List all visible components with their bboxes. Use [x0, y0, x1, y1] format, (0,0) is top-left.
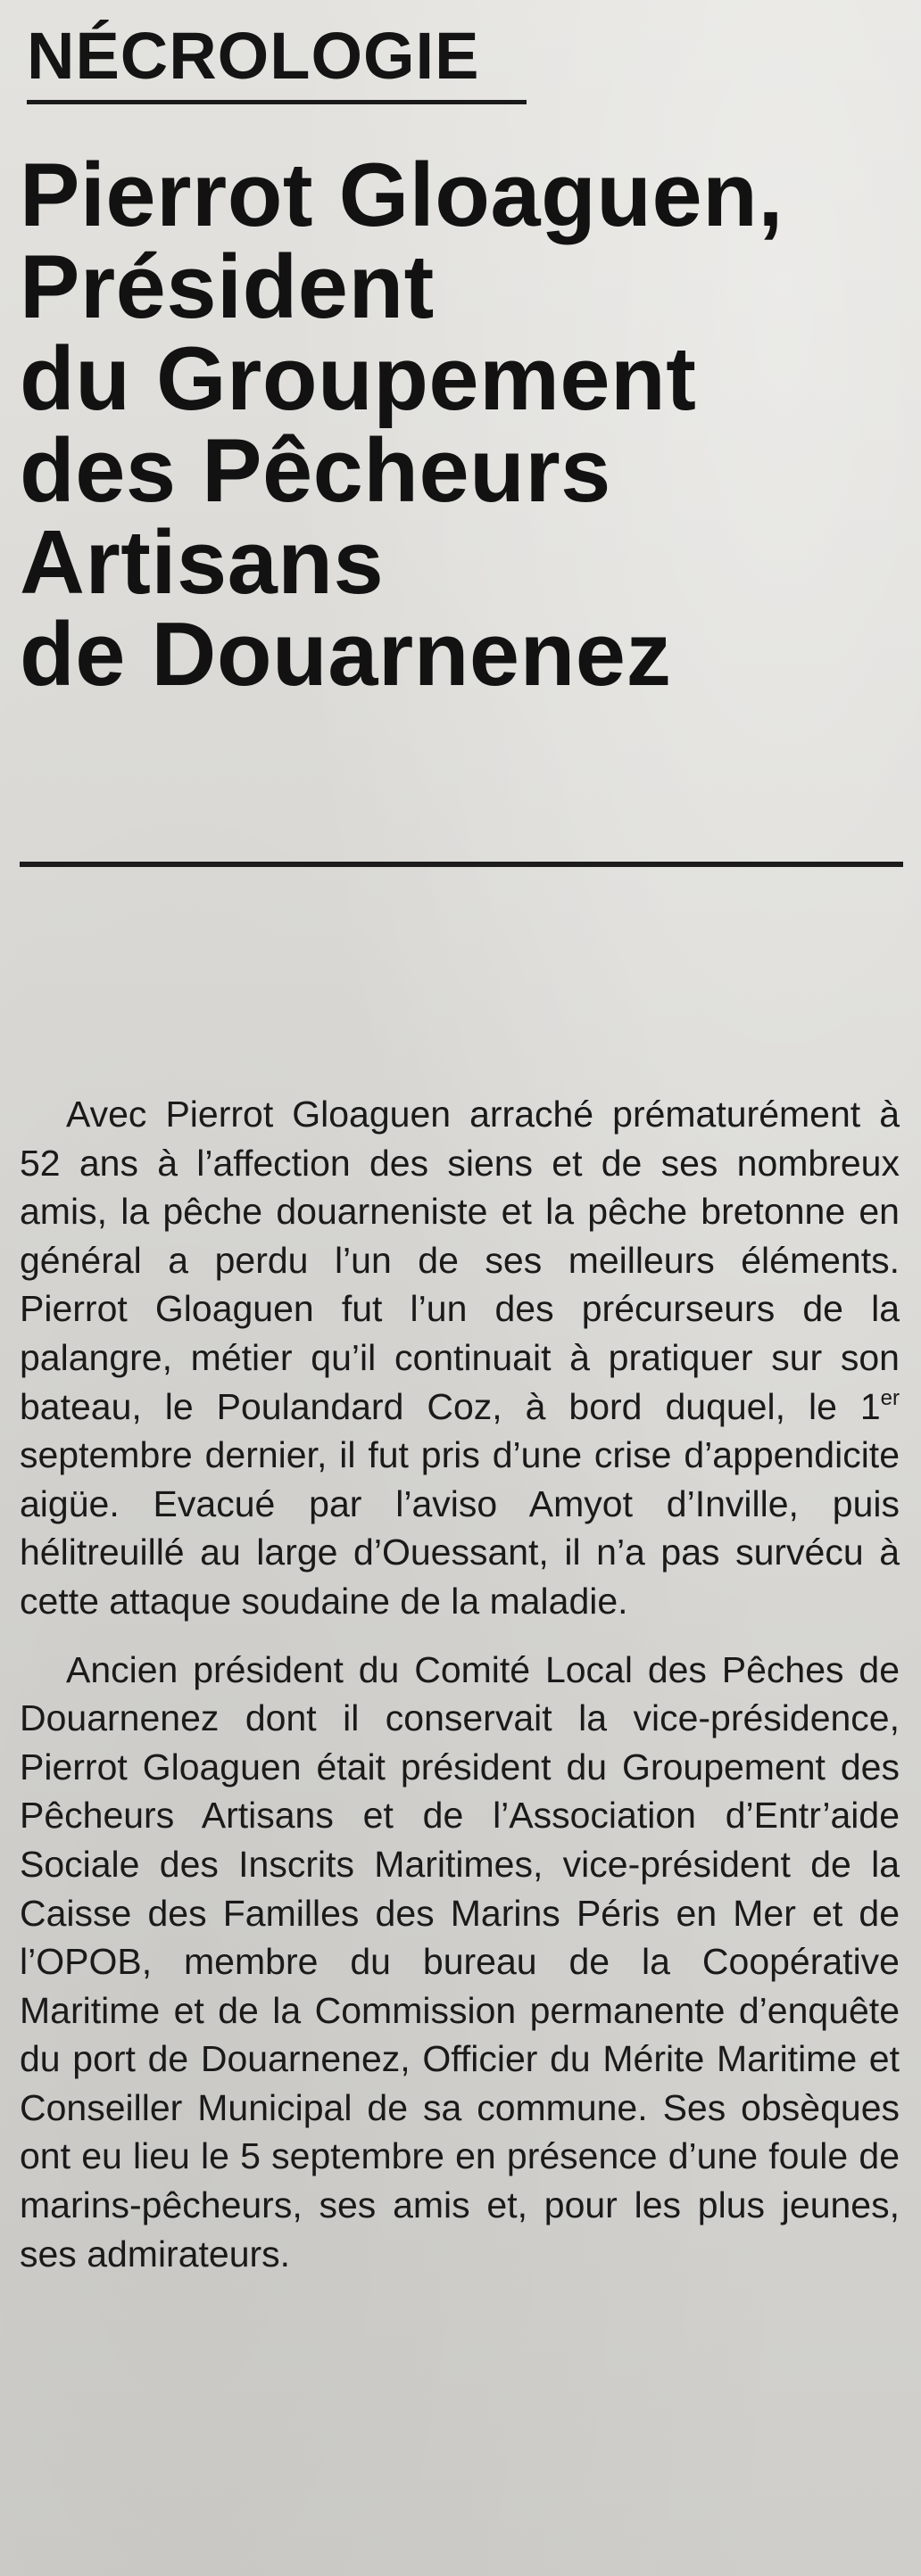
section-label: NÉCROLOGIE: [27, 19, 480, 93]
headline-line-5: Artisans: [20, 513, 385, 613]
headline-line-1: Pierrot Gloaguen,: [20, 145, 784, 245]
headline: [20, 145, 903, 705]
headline-line-2: Président: [20, 237, 435, 337]
paragraph-1-text-start: Avec Pierrot Gloaguen arraché prématurément à 52 ans à l’affection des siens et de ses nombreux amis, la pêche douarneniste et la pêche bretonne en général a perdu l’un de ses meilleurs éléments. Pierrot Gloaguen fut l’un des précurseurs de la palangre, métier qu’il continuait à pratiquer sur son bateau, le Poulandard Coz, à bord duquel, le 1: [20, 1094, 900, 1427]
headline-line-6: de Douarnenez: [20, 605, 672, 705]
section-label-underline: [27, 100, 527, 104]
article-body: [20, 1090, 900, 2278]
headline-divider: [20, 862, 903, 867]
headline-line-4: des Pêcheurs: [20, 421, 611, 521]
paragraph-1-text-end: septembre dernier, il fut pris d’une crise d’appendicite aigüe. Evacué par l’aviso Amyot d’Inville, puis hélitreuillé au large d’Ouessant, il n’a pas survécu à cette attaque soudaine de la maladie.: [20, 1434, 900, 1622]
article-paragraph-1: [20, 1090, 900, 1626]
ordinal-superscript: er: [880, 1385, 900, 1410]
article-paragraph-2: Ancien président du Comité Local des Pêches de Douarnenez dont il conservait la vice-présidence, Pierrot Gloaguen était président du Groupement des Pêcheurs Artisans et de l’Association d’Entr’aide Sociale des Inscrits Maritimes, vice-président de la Caisse des Familles des Marins Péris en Mer et de l’OPOB, membre du bureau de la Coopérative Maritime et de la Commission permanente d’enquête du port de Douarnenez, Officier du Mérite Maritime et Conseiller Municipal de sa commune. Ses obsèques ont eu lieu le 5 septembre en présence d’une foule de marins-pêcheurs, ses amis et, pour les plus jeunes, ses admirateurs.: [20, 1648, 900, 2275]
headline-line-3: du Groupement: [20, 329, 697, 429]
